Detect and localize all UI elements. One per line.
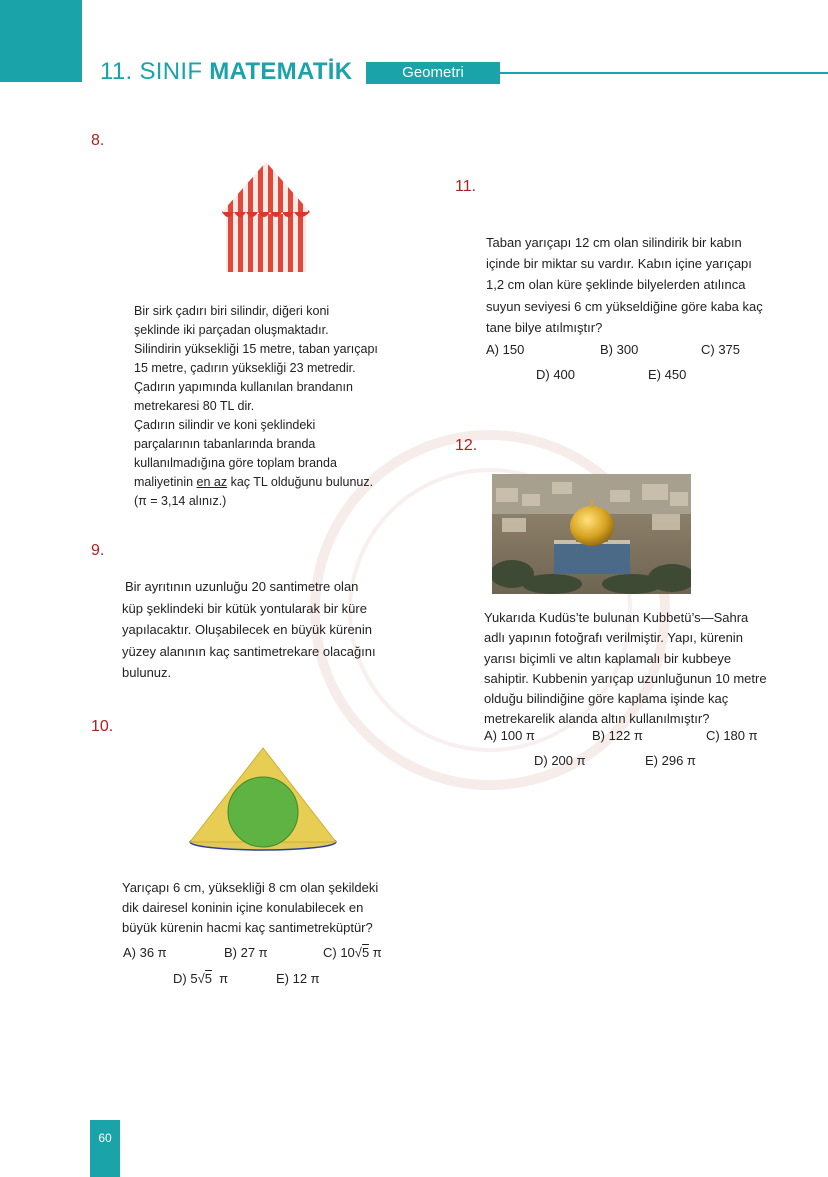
q9-line: küp şeklindeki bir kütük yontularak bir küre: [122, 600, 367, 616]
q11-option-b[interactable]: B) 300: [600, 342, 639, 357]
q10-d-prefix: D) 5: [173, 971, 198, 986]
q10-c-prefix: C) 10: [323, 945, 355, 960]
q9-line: bulunuz.: [122, 665, 172, 680]
q11-option-a[interactable]: A) 150: [486, 342, 525, 357]
q8-line: 15 metre, çadırın yüksekliği 23 metredir.: [134, 361, 356, 375]
q12-text: [484, 608, 814, 730]
q10-c-radicand: 5: [361, 945, 370, 960]
q8-line: parçalarının tabanlarında branda: [134, 437, 316, 451]
q12-option-e[interactable]: E) 296 π: [645, 753, 696, 768]
q10-option-a[interactable]: A) 36 π: [123, 945, 167, 960]
q11-line: 1,2 cm olan küre şeklinde bilyelerden atılınca: [486, 277, 746, 293]
q10-option-c[interactable]: [323, 945, 382, 960]
q11-option-c[interactable]: C) 375: [701, 342, 741, 357]
q10-d-radicand: 5: [204, 971, 212, 986]
q8-line: Çadırın yapımında kullanılan brandanın: [134, 380, 353, 394]
q8-number: 8.: [91, 132, 105, 149]
circus-tent-illustration: [218, 160, 314, 274]
q10-option-d[interactable]: [173, 971, 228, 986]
q8-underlined: en az: [196, 475, 228, 489]
corner-accent-block: [0, 0, 82, 82]
q10-line: dik dairesel koninin içine konulabilecek en: [122, 900, 364, 915]
q10-number: 10.: [91, 718, 114, 735]
q8-line: Çadırın silindir ve koni şeklindeki: [134, 418, 316, 432]
subject-label: MATEMATİK: [209, 58, 353, 85]
q11-line: tane bilye atılmıştır?: [486, 319, 603, 335]
q8-note: (π = 3,14 alınız.): [134, 494, 227, 508]
sqrt-symbol: √: [197, 971, 205, 986]
q9-line: yapılacaktır. Oluşabilecek en büyük kürenin: [122, 622, 373, 637]
q8-line: Silindirin yüksekliği 15 metre, taban yarıçapı: [134, 342, 378, 356]
q12-line: adlı yapının fotoğrafı verilmiştir. Yapı, kürenin: [484, 630, 743, 646]
q11-text: [486, 232, 806, 338]
q8-line: metrekaresi 80 TL dir.: [134, 399, 255, 413]
q11-line: suyun seviyesi 6 cm yükseldiğine göre kaba kaç: [486, 298, 763, 314]
q12-line: sahiptir. Kubbenin yarıçap uzunluğunun 10 metre: [484, 670, 767, 686]
q9-number: 9.: [91, 542, 105, 559]
q10-line: büyük kürenin hacmi kaç santimetreküptür?: [122, 920, 373, 935]
q11-line: içinde bir miktar su vardır. Kabın içine yarıçapı: [486, 256, 752, 272]
q8-text: [134, 302, 424, 511]
page-number-box: [90, 1120, 120, 1177]
q12-line: metrekarelik alanda altın kullanılmıştır?: [484, 711, 710, 727]
q12-option-a[interactable]: A) 100 π: [484, 728, 535, 743]
q11-number: 11.: [455, 178, 477, 195]
q11-option-d[interactable]: D) 400: [536, 367, 576, 382]
q12-option-b[interactable]: B) 122 π: [592, 728, 643, 743]
q9-line: Bir ayrıtının uzunluğu 20 santimetre olan: [125, 579, 359, 594]
q8-line: Bir sirk çadırı biri silindir, diğeri koni: [134, 304, 330, 318]
q10-c-suffix: π: [369, 945, 382, 960]
q10-line: Yarıçapı 6 cm, yüksekliği 8 cm olan şekildeki: [122, 880, 379, 895]
sqrt-symbol: √: [354, 945, 362, 960]
q10-option-e[interactable]: E) 12 π: [276, 971, 320, 986]
cone-with-sphere-figure: [188, 746, 338, 852]
q8-line: [134, 473, 424, 492]
q12-option-c[interactable]: C) 180 π: [706, 728, 758, 743]
q10-d-suffix: π: [211, 971, 229, 986]
q8-last-post: kaç TL olduğunu bulunuz.: [227, 475, 374, 489]
q12-line: Yukarıda Kudüs’te bulunan Kubbetü’s—Sahra: [484, 610, 749, 625]
q11-line: Taban yarıçapı 12 cm olan silindirik bir kabın: [486, 235, 742, 250]
topic-tag: Geometri: [366, 62, 500, 84]
dome-of-the-rock-photo: [492, 474, 691, 594]
q12-line: yarısı biçimli ve altın kaplamalı bir kubbeye: [484, 650, 732, 666]
page-header-title: [100, 58, 352, 86]
q8-last-pre: maliyetinin: [134, 475, 197, 489]
page-number: 60: [98, 1131, 112, 1145]
q11-option-e[interactable]: E) 450: [648, 367, 687, 382]
q12-option-d[interactable]: D) 200 π: [534, 753, 586, 768]
q12-line: olduğu bilindiğine göre kaplama işinde kaç: [484, 691, 729, 707]
q10-text: [122, 878, 422, 938]
q9-line: yüzey alanının kaç santimetrekare olacağını: [122, 643, 376, 659]
header-rule: [500, 72, 828, 74]
q9-text: [122, 576, 422, 684]
q8-line: kullanılmadığına göre toplam branda: [134, 456, 337, 470]
grade-label: 11. SINIF: [100, 58, 203, 85]
q8-line: şeklinde iki parçadan oluşmaktadır.: [134, 323, 329, 337]
q12-number: 12.: [455, 437, 478, 454]
q10-option-b[interactable]: B) 27 π: [224, 945, 268, 960]
